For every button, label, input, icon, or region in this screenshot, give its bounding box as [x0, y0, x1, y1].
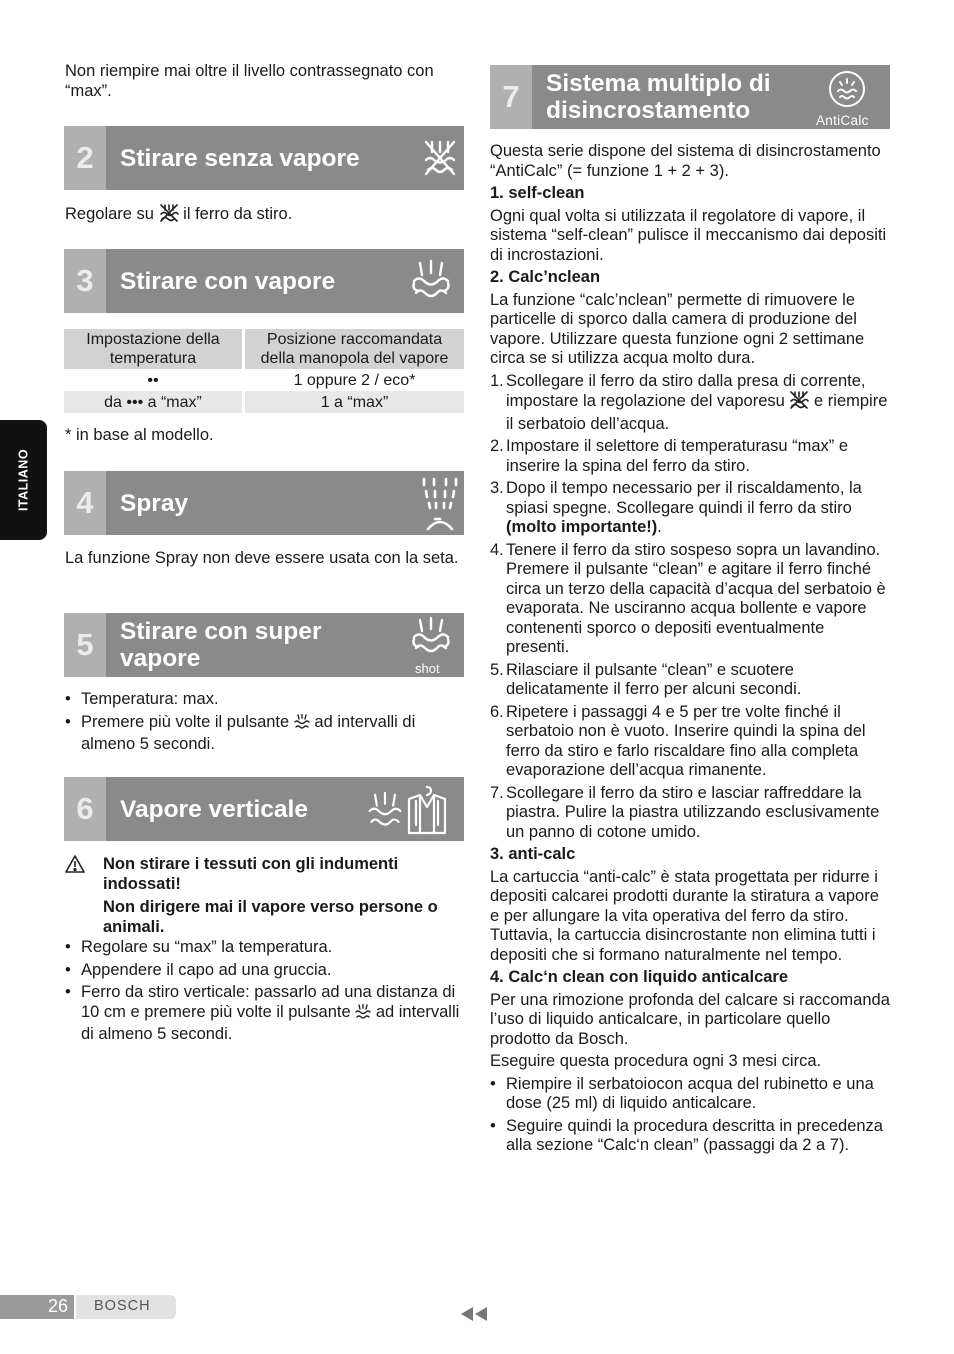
steam-icon: [366, 791, 404, 831]
table-cell: da ••• a “max”: [64, 391, 245, 413]
list-item: 7. Scollegare il ferro da stiro e lasciar raffreddare la piastra. Pulire la piastra utilizzando esclusivamente un panno di cotone umido.: [490, 783, 880, 841]
warning-text: Non stirare i tessuti con gli indumenti indossati!: [103, 855, 399, 893]
table-note: * in base al modello.: [65, 426, 214, 444]
steam-settings-table: [64, 329, 464, 413]
list-item: 2. Impostare il selettore di temperaturasu “max” e inserire la spina del ferro da stiro.: [490, 437, 849, 475]
section-5-header: [64, 613, 464, 677]
steam-shot-icon: [355, 1004, 371, 1026]
section-title: Stirare senza vapore: [120, 145, 360, 172]
intro-text: Non riempire mai oltre il livello contrassegnato con “max”.: [65, 62, 434, 100]
section-title: Stirare con super vapore: [120, 618, 322, 672]
subheading: 3. anti-calc: [490, 845, 576, 863]
section-number: 3: [64, 249, 106, 313]
section-number: 6: [64, 777, 106, 841]
list-item: 1. Scollegare il ferro da stiro dalla presa di corrente, impostare la regolazione del vaporesu e riempire il serbatoio dell’acqua.: [490, 371, 888, 433]
section-2-header: [64, 126, 464, 190]
section-number: 2: [64, 126, 106, 190]
section-6-warning: [65, 855, 465, 937]
anticalc-icon: [827, 69, 867, 109]
section-3-header: [64, 249, 464, 313]
section-7-header: [490, 65, 890, 129]
table-cell: 1 oppure 2 / eco*: [245, 369, 464, 391]
table-header: Posizione raccomandata della manopola del vapore: [245, 329, 464, 369]
brand-label: BOSCH: [76, 1295, 176, 1319]
section-number: 7: [490, 65, 532, 129]
page-number: 26: [0, 1295, 74, 1319]
section-4-header: [64, 471, 464, 535]
table-cell: 1 a “max”: [245, 391, 464, 413]
garment-icon: [406, 785, 448, 835]
section-6-bullets: [65, 938, 465, 1045]
list-item: • Ferro da stiro verticale: passarlo ad una distanza di 10 cm e premere più volte il pulsante ad intervalli di almeno 5 secondi.: [65, 983, 465, 1045]
no-steam-icon: [789, 391, 809, 415]
no-steam-icon: [159, 204, 179, 228]
section-title: Stirare con vapore: [120, 268, 336, 295]
section-6-header: [64, 777, 464, 841]
subheading: 4. Calc‘n clean con liquido anticalcare: [490, 968, 789, 986]
list-item: • Regolare su “max” la temperatura.: [65, 938, 465, 958]
list-item: • Seguire quindi la procedura descritta in precedenza alla sezione “Calc‘n clean” (passaggi da 2 a 7).: [490, 1117, 892, 1156]
section-title: Vapore verticale: [120, 796, 308, 823]
back-arrows-icon: [461, 1307, 489, 1327]
section-number: 5: [64, 613, 106, 677]
table-row: [64, 369, 464, 391]
table-header-row: [64, 329, 464, 369]
table-row: [64, 391, 464, 413]
section-5-bullets: [65, 690, 465, 755]
steam-icon: [410, 259, 452, 303]
anticalc-label: AntiCalc: [816, 113, 869, 128]
steam-shot-icon: [294, 714, 310, 736]
section-title: Sistema multiplo di disincrostamento: [546, 70, 771, 124]
warning-text: Non dirigere mai il vapore verso persone o animali.: [103, 898, 438, 936]
list-item: 5. Rilasciare il pulsante “clean” e scuotere delicatamente il ferro per alcuni secondi.: [490, 660, 802, 698]
section-title: Spray: [120, 490, 189, 517]
table-header: Impostazione della temperatura: [64, 329, 245, 369]
list-item: 3. Dopo il tempo necessario per il riscaldamento, la spiasi spegne. Scollegare quindi il ferro da stiro (molto importante!).: [490, 479, 862, 536]
spray-icon: [418, 475, 462, 533]
list-item: 4. Tenere il ferro da stiro sospeso sopra un lavandino. Premere il pulsante “clean” e agitare il ferro finché circa un terzo della capacità d’acqua del serbatoio è evaporata. Ne usciranno acqua bollente e vapore contenenti sporco o depositi eventualmente presenti.: [490, 540, 886, 656]
section-4-text: La funzione Spray non deve essere usata con la seta.: [65, 549, 459, 567]
no-steam-icon: [422, 138, 458, 178]
list-item: • Appendere il capo ad una gruccia.: [65, 961, 465, 981]
list-item: • Premere più volte il pulsante ad intervalli di almeno 5 secondi.: [65, 713, 465, 755]
list-item: 6. Ripetere i passaggi 4 e 5 per tre volte finché il serbatoio non è vuoto. Inserire quindi la spina del ferro da stiro e farlo riscaldare fino alla completa evaporazione dell’acqua rimanente.: [490, 702, 866, 779]
table-cell: ••: [64, 369, 245, 391]
section-2-text: Regolare su il ferro da stiro.: [65, 204, 465, 228]
shot-label: shot: [415, 661, 440, 676]
list-item: • Riempire il serbatoiocon acqua del rubinetto e una dose (25 ml) di liquido anticalcare.: [490, 1075, 892, 1114]
subheading: 1. self-clean: [490, 184, 585, 202]
section-number: 4: [64, 471, 106, 535]
subheading: 2. Calc’nclean: [490, 268, 601, 286]
section-7-body: Questa serie dispone del sistema di disincrostamento “AntiCalc” (= funzione 1 + 2 + 3). 1. self-clean Ogni qual volta si utilizzata il regolatore di vapore, il sistema “self-clean” pulisce il meccanismo dai depositi di incrostazioni. 2. Calc’nclean La funzione “calc’nclean” permette di rimuovere le particelle di sporco dalla camera di produzione del vapore. Utilizzare questa funzione ogni 2 settimane circa se si utilizza acqua molto dura. 1. Scollegare il ferro da stiro dalla presa di corrente, impostare la regolazione del vaporesu e riempire il serbatoio dell’acqua. 2. Impostare il selettore di temperaturasu “max” e inserire la spina del ferro da stiro. 3. Dopo il tempo necessario per il riscaldamento, la spiasi spegne. Scollegare quindi il ferro da stiro (molto importante!). 4. Tenere il ferro da stiro sospeso sopra un lavandino. Premere il pulsante “clean” e agitare il ferro finché circa un terzo della capacità d’acqua del serbatoio è evaporata. Ne usciranno acqua bollente e vapore contenenti sporco o depositi eventualmente presenti. 5. Rilasciare il pulsante “clean” e scuotere delicatamente il ferro per alcuni secondi. 6. Ripetere i passaggi 4 e 5 per tre volte finché il serbatoio non è vuoto. Inserire quindi la spina del ferro da stiro e farlo riscaldare fino alla completa evaporazione dell’acqua rimanente. 7. Scollegare il ferro da stiro e lasciar raffreddare la piastra. Pulire la piastra utilizzando esclusivamente un panno di cotone umido. 3. anti-calc La cartuccia “anti-calc” è stata progettata per ridurre i depositi calcarei prodotti durante la stiratura a vapore e per allungare la vita operativa del ferro da stiro. Tuttavia, la cartuccia disincrostante non elimina tutti i depositi che si formano naturalmente nel tempo. 4. Calc‘n clean con liquido anticalcare Per una rimozione profonda del calcare si raccomanda l’uso di liquido anticalcare, in particolare quello prodotto da Bosch. Eseguire questa procedura ogni 3 mesi circa. • Riempire il serbatoiocon acqua del rubinetto e una dose (25 ml) di liquido anticalcare. • Seguire quindi la procedura descritta in precedenza alla sezione “Calc‘n clean” (passaggi da 2 a 7).: [490, 142, 892, 1156]
steam-shot-icon: [410, 617, 452, 659]
warning-icon: [65, 855, 85, 879]
list-item: • Temperatura: max.: [65, 690, 465, 710]
language-tab: ITALIANO: [0, 420, 47, 540]
